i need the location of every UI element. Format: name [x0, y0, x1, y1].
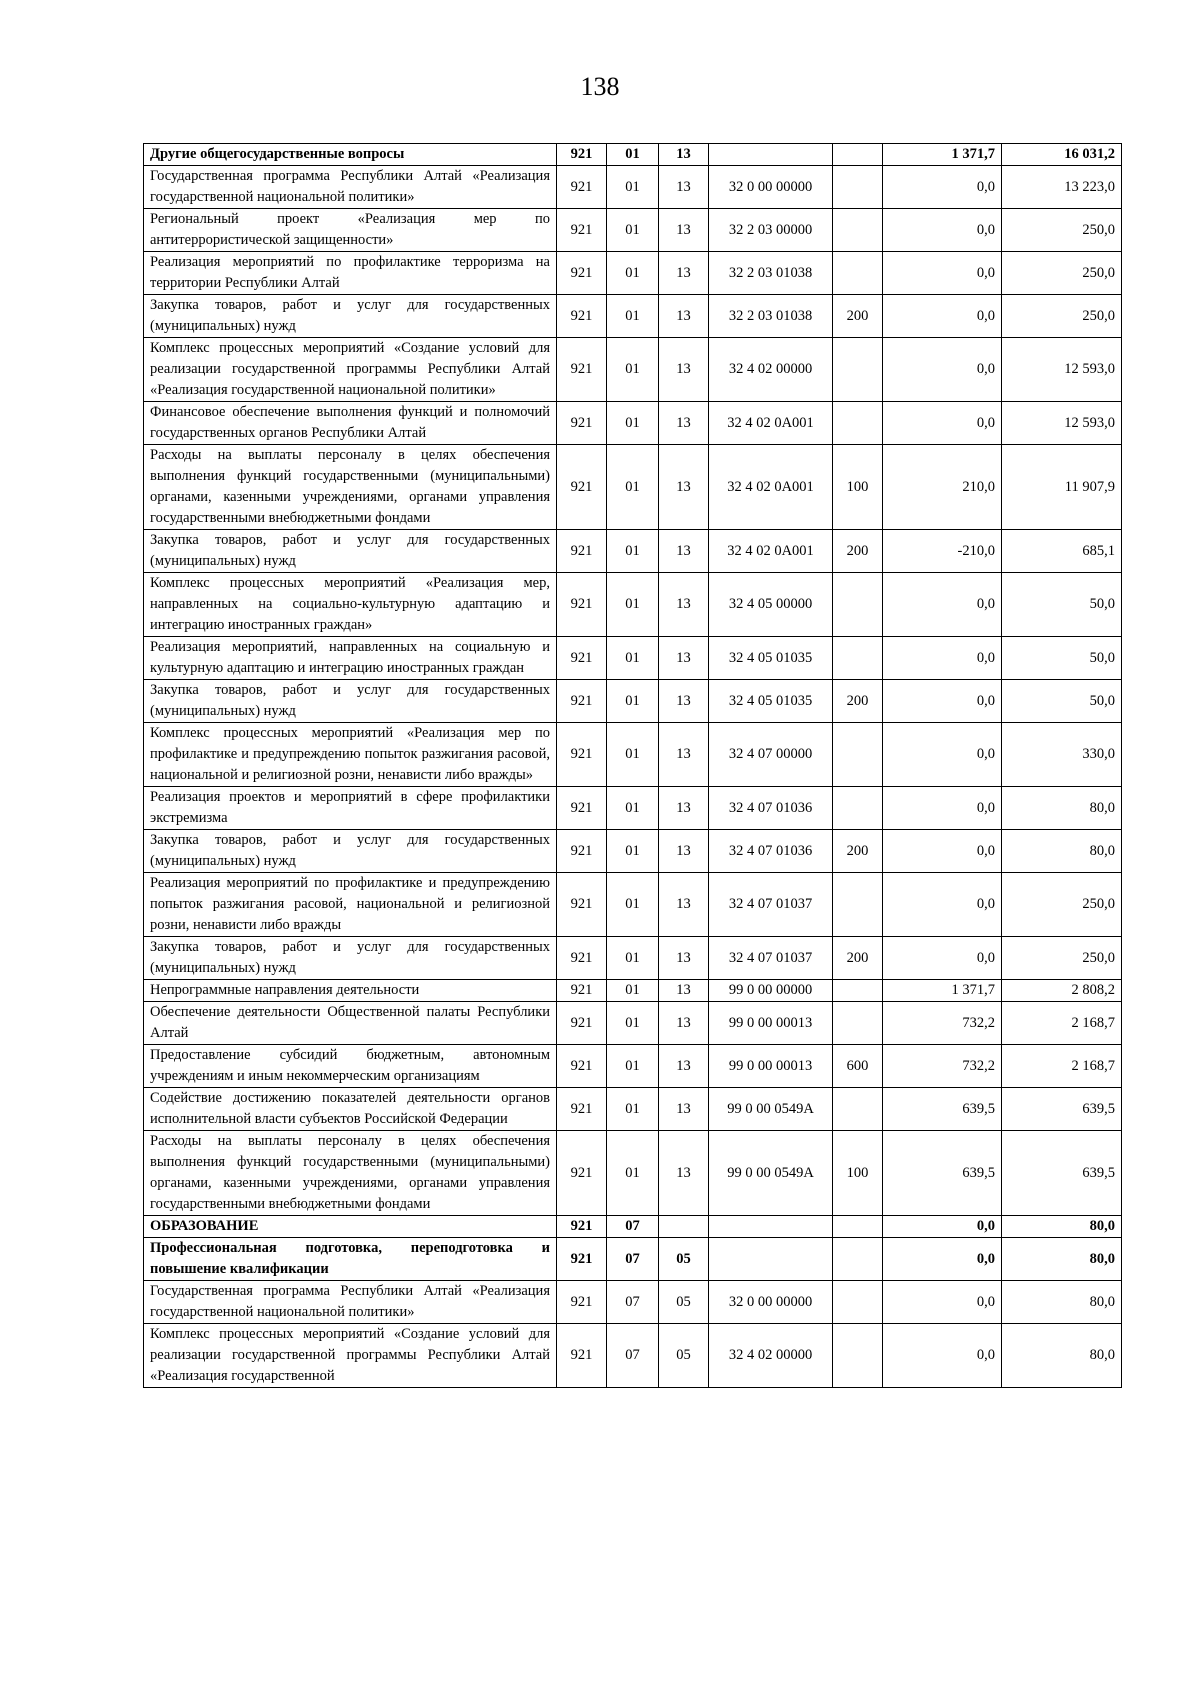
- row-pr-cell: 13: [659, 1131, 709, 1216]
- row-amount2-cell: 80,0: [1002, 1324, 1122, 1388]
- row-name-cell: Непрограммные направления деятельности: [144, 980, 557, 1002]
- row-ved-cell: 921: [557, 144, 607, 166]
- table-row: [144, 252, 1122, 295]
- row-rz-cell: 07: [607, 1238, 659, 1281]
- row-amount1-cell: 0,0: [883, 166, 1002, 209]
- budget-table: [143, 143, 1122, 1388]
- row-name-cell: Реализация мероприятий по профилактике терроризма на территории Республики Алтай: [144, 252, 557, 295]
- row-vr-cell: 100: [833, 445, 883, 530]
- row-csr-cell: 32 4 02 00000: [709, 1324, 833, 1388]
- row-ved-cell: 921: [557, 873, 607, 937]
- row-name-cell: Комплекс процессных мероприятий «Создание условий для реализации государственной программы Республики Алтай «Реализация государственной национальной политики»: [144, 338, 557, 402]
- row-csr-cell: 32 4 02 0А001: [709, 402, 833, 445]
- row-csr-cell: [709, 1216, 833, 1238]
- row-csr-cell: 32 4 05 01035: [709, 680, 833, 723]
- row-vr-cell: [833, 1281, 883, 1324]
- row-vr-cell: [833, 1002, 883, 1045]
- row-amount1-cell: 0,0: [883, 637, 1002, 680]
- row-vr-cell: 600: [833, 1045, 883, 1088]
- row-name-cell: Региональный проект «Реализация мер по антитеррористической защищенности»: [144, 209, 557, 252]
- row-pr-cell: 13: [659, 1002, 709, 1045]
- table-row: [144, 680, 1122, 723]
- row-name-cell: Закупка товаров, работ и услуг для государственных (муниципальных) нужд: [144, 830, 557, 873]
- row-amount2-cell: 250,0: [1002, 937, 1122, 980]
- row-name-cell: Профессиональная подготовка, переподготовка и повышение квалификации: [144, 1238, 557, 1281]
- page-number: 138: [580, 72, 620, 101]
- row-vr-cell: 200: [833, 937, 883, 980]
- row-ved-cell: 921: [557, 573, 607, 637]
- row-amount2-cell: 50,0: [1002, 637, 1122, 680]
- row-csr-cell: 32 4 02 0А001: [709, 445, 833, 530]
- row-name-cell: Государственная программа Республики Алтай «Реализация государственной национальной политики»: [144, 166, 557, 209]
- row-csr-cell: 32 4 05 00000: [709, 573, 833, 637]
- row-rz-cell: 01: [607, 402, 659, 445]
- row-pr-cell: 05: [659, 1324, 709, 1388]
- row-csr-cell: 32 4 07 01036: [709, 830, 833, 873]
- row-name-cell: Комплекс процессных мероприятий «Реализация мер по профилактике и предупреждению попыток разжигания расовой, национальной и религиозной розни, ненависти либо вражды»: [144, 723, 557, 787]
- row-vr-cell: 200: [833, 530, 883, 573]
- row-amount2-cell: 250,0: [1002, 295, 1122, 338]
- row-ved-cell: 921: [557, 1088, 607, 1131]
- row-amount1-cell: 0,0: [883, 1324, 1002, 1388]
- row-pr-cell: 13: [659, 209, 709, 252]
- row-csr-cell: 99 0 00 00013: [709, 1045, 833, 1088]
- row-amount1-cell: 0,0: [883, 1281, 1002, 1324]
- table-row: [144, 1045, 1122, 1088]
- row-vr-cell: [833, 166, 883, 209]
- row-pr-cell: 13: [659, 338, 709, 402]
- row-vr-cell: [833, 1216, 883, 1238]
- row-rz-cell: 01: [607, 209, 659, 252]
- row-name-cell: Реализация проектов и мероприятий в сфере профилактики экстремизма: [144, 787, 557, 830]
- row-ved-cell: 921: [557, 937, 607, 980]
- row-vr-cell: 200: [833, 830, 883, 873]
- row-rz-cell: 01: [607, 787, 659, 830]
- row-rz-cell: 01: [607, 680, 659, 723]
- row-rz-cell: 01: [607, 1002, 659, 1045]
- row-ved-cell: 921: [557, 209, 607, 252]
- row-csr-cell: [709, 144, 833, 166]
- row-name-cell: Расходы на выплаты персоналу в целях обеспечения выполнения функций государственными (муниципальными) органами, казенными учреждениями, органами управления государственными внебюджетными фондами: [144, 445, 557, 530]
- row-rz-cell: 07: [607, 1216, 659, 1238]
- row-vr-cell: [833, 1088, 883, 1131]
- row-csr-cell: 32 4 07 00000: [709, 723, 833, 787]
- table-row: [144, 530, 1122, 573]
- row-amount1-cell: 0,0: [883, 338, 1002, 402]
- table-row: [144, 144, 1122, 166]
- row-pr-cell: 13: [659, 873, 709, 937]
- row-amount1-cell: 0,0: [883, 1238, 1002, 1281]
- row-amount1-cell: 210,0: [883, 445, 1002, 530]
- row-pr-cell: 05: [659, 1281, 709, 1324]
- row-rz-cell: 01: [607, 295, 659, 338]
- row-vr-cell: [833, 873, 883, 937]
- row-csr-cell: 32 4 07 01037: [709, 937, 833, 980]
- row-csr-cell: 99 0 00 00013: [709, 1002, 833, 1045]
- row-csr-cell: 32 4 07 01037: [709, 873, 833, 937]
- row-amount1-cell: 0,0: [883, 573, 1002, 637]
- row-pr-cell: 13: [659, 637, 709, 680]
- row-rz-cell: 01: [607, 637, 659, 680]
- row-rz-cell: 07: [607, 1324, 659, 1388]
- row-pr-cell: 05: [659, 1238, 709, 1281]
- row-pr-cell: 13: [659, 830, 709, 873]
- row-ved-cell: 921: [557, 166, 607, 209]
- row-vr-cell: [833, 787, 883, 830]
- row-amount2-cell: 250,0: [1002, 873, 1122, 937]
- table-row: [144, 573, 1122, 637]
- row-amount2-cell: 2 808,2: [1002, 980, 1122, 1002]
- row-name-cell: Комплекс процессных мероприятий «Реализация мер, направленных на социально-культурную адаптацию и интеграцию иностранных граждан»: [144, 573, 557, 637]
- row-vr-cell: [833, 209, 883, 252]
- table-row: [144, 209, 1122, 252]
- row-rz-cell: 01: [607, 873, 659, 937]
- row-amount2-cell: 685,1: [1002, 530, 1122, 573]
- row-amount1-cell: 732,2: [883, 1002, 1002, 1045]
- row-rz-cell: 01: [607, 573, 659, 637]
- table-row: [144, 166, 1122, 209]
- row-amount2-cell: 80,0: [1002, 830, 1122, 873]
- row-ved-cell: 921: [557, 252, 607, 295]
- row-amount2-cell: 11 907,9: [1002, 445, 1122, 530]
- row-pr-cell: 13: [659, 252, 709, 295]
- row-rz-cell: 07: [607, 1281, 659, 1324]
- row-name-cell: Закупка товаров, работ и услуг для государственных (муниципальных) нужд: [144, 937, 557, 980]
- row-name-cell: Закупка товаров, работ и услуг для государственных (муниципальных) нужд: [144, 295, 557, 338]
- row-ved-cell: 921: [557, 402, 607, 445]
- table-row: [144, 1131, 1122, 1216]
- row-pr-cell: 13: [659, 402, 709, 445]
- row-rz-cell: 01: [607, 530, 659, 573]
- row-amount1-cell: 0,0: [883, 252, 1002, 295]
- row-pr-cell: 13: [659, 1088, 709, 1131]
- row-csr-cell: 32 2 03 01038: [709, 252, 833, 295]
- row-name-cell: Реализация мероприятий по профилактике и предупреждению попыток разжигания расовой, национальной и религиозной розни, ненависти либо вражды: [144, 873, 557, 937]
- row-amount1-cell: 732,2: [883, 1045, 1002, 1088]
- row-name-cell: Закупка товаров, работ и услуг для государственных (муниципальных) нужд: [144, 680, 557, 723]
- row-vr-cell: 200: [833, 295, 883, 338]
- row-ved-cell: 921: [557, 1002, 607, 1045]
- row-csr-cell: 99 0 00 0549А: [709, 1131, 833, 1216]
- row-ved-cell: 921: [557, 787, 607, 830]
- row-ved-cell: 921: [557, 1324, 607, 1388]
- row-ved-cell: 921: [557, 680, 607, 723]
- row-amount2-cell: 639,5: [1002, 1131, 1122, 1216]
- row-amount1-cell: 639,5: [883, 1131, 1002, 1216]
- row-ved-cell: 921: [557, 1045, 607, 1088]
- row-csr-cell: 32 2 03 01038: [709, 295, 833, 338]
- table-row: [144, 873, 1122, 937]
- row-csr-cell: 32 0 00 00000: [709, 1281, 833, 1324]
- row-vr-cell: [833, 338, 883, 402]
- row-amount2-cell: 80,0: [1002, 1216, 1122, 1238]
- row-amount2-cell: 50,0: [1002, 573, 1122, 637]
- row-ved-cell: 921: [557, 530, 607, 573]
- row-amount2-cell: 2 168,7: [1002, 1002, 1122, 1045]
- row-amount1-cell: 0,0: [883, 787, 1002, 830]
- row-vr-cell: [833, 1324, 883, 1388]
- row-amount2-cell: 13 223,0: [1002, 166, 1122, 209]
- row-name-cell: Содействие достижению показателей деятельности органов исполнительной власти субъектов Российской Федерации: [144, 1088, 557, 1131]
- row-amount2-cell: 639,5: [1002, 1088, 1122, 1131]
- row-amount2-cell: 250,0: [1002, 252, 1122, 295]
- row-name-cell: Финансовое обеспечение выполнения функций и полномочий государственных органов Республики Алтай: [144, 402, 557, 445]
- row-amount1-cell: 0,0: [883, 680, 1002, 723]
- row-vr-cell: [833, 637, 883, 680]
- row-csr-cell: 32 2 03 00000: [709, 209, 833, 252]
- row-vr-cell: 200: [833, 680, 883, 723]
- row-pr-cell: 13: [659, 787, 709, 830]
- row-rz-cell: 01: [607, 1045, 659, 1088]
- table-row: [144, 1281, 1122, 1324]
- row-vr-cell: [833, 573, 883, 637]
- row-vr-cell: [833, 980, 883, 1002]
- row-amount2-cell: 16 031,2: [1002, 144, 1122, 166]
- row-ved-cell: 921: [557, 445, 607, 530]
- row-rz-cell: 01: [607, 1088, 659, 1131]
- row-rz-cell: 01: [607, 445, 659, 530]
- row-amount2-cell: 12 593,0: [1002, 338, 1122, 402]
- row-ved-cell: 921: [557, 1238, 607, 1281]
- row-name-cell: Государственная программа Республики Алтай «Реализация государственной национальной политики»: [144, 1281, 557, 1324]
- row-rz-cell: 01: [607, 830, 659, 873]
- row-vr-cell: [833, 402, 883, 445]
- row-vr-cell: [833, 144, 883, 166]
- table-row: [144, 445, 1122, 530]
- row-name-cell: Закупка товаров, работ и услуг для государственных (муниципальных) нужд: [144, 530, 557, 573]
- row-pr-cell: 13: [659, 295, 709, 338]
- row-rz-cell: 01: [607, 338, 659, 402]
- row-name-cell: Расходы на выплаты персоналу в целях обеспечения выполнения функций государственными (муниципальными) органами, казенными учреждениями, органами управления государственными внебюджетными фондами: [144, 1131, 557, 1216]
- row-ved-cell: 921: [557, 723, 607, 787]
- row-amount1-cell: 1 371,7: [883, 980, 1002, 1002]
- row-pr-cell: 13: [659, 573, 709, 637]
- row-csr-cell: 32 4 05 01035: [709, 637, 833, 680]
- table-row: [144, 402, 1122, 445]
- row-amount1-cell: 0,0: [883, 295, 1002, 338]
- table-row: [144, 1324, 1122, 1388]
- row-vr-cell: [833, 252, 883, 295]
- row-name-cell: Реализация мероприятий, направленных на социальную и культурную адаптацию и интеграцию иностранных граждан: [144, 637, 557, 680]
- row-ved-cell: 921: [557, 295, 607, 338]
- row-csr-cell: 99 0 00 00000: [709, 980, 833, 1002]
- row-amount2-cell: 2 168,7: [1002, 1045, 1122, 1088]
- row-rz-cell: 01: [607, 1131, 659, 1216]
- row-pr-cell: 13: [659, 980, 709, 1002]
- row-pr-cell: 13: [659, 1045, 709, 1088]
- row-name-cell: Обеспечение деятельности Общественной палаты Республики Алтай: [144, 1002, 557, 1045]
- table-row: [144, 295, 1122, 338]
- row-amount2-cell: 330,0: [1002, 723, 1122, 787]
- row-amount2-cell: 80,0: [1002, 1238, 1122, 1281]
- row-ved-cell: 921: [557, 637, 607, 680]
- row-amount2-cell: 50,0: [1002, 680, 1122, 723]
- row-pr-cell: 13: [659, 723, 709, 787]
- row-rz-cell: 01: [607, 252, 659, 295]
- row-amount1-cell: 0,0: [883, 1216, 1002, 1238]
- row-amount2-cell: 80,0: [1002, 787, 1122, 830]
- row-ved-cell: 921: [557, 338, 607, 402]
- row-amount2-cell: 80,0: [1002, 1281, 1122, 1324]
- table-row: [144, 1088, 1122, 1131]
- row-amount1-cell: 0,0: [883, 209, 1002, 252]
- row-amount1-cell: -210,0: [883, 530, 1002, 573]
- table-row: [144, 637, 1122, 680]
- row-amount1-cell: 0,0: [883, 830, 1002, 873]
- row-pr-cell: 13: [659, 937, 709, 980]
- table-row: [144, 787, 1122, 830]
- row-pr-cell: 13: [659, 680, 709, 723]
- row-rz-cell: 01: [607, 166, 659, 209]
- row-amount1-cell: 0,0: [883, 937, 1002, 980]
- table-row: [144, 1238, 1122, 1281]
- row-csr-cell: 32 4 07 01036: [709, 787, 833, 830]
- budget-table-body: [144, 144, 1122, 1388]
- row-amount1-cell: 0,0: [883, 723, 1002, 787]
- row-amount1-cell: 639,5: [883, 1088, 1002, 1131]
- row-amount1-cell: 0,0: [883, 873, 1002, 937]
- table-row: [144, 1002, 1122, 1045]
- row-vr-cell: [833, 1238, 883, 1281]
- row-name-cell: Другие общегосударственные вопросы: [144, 144, 557, 166]
- row-rz-cell: 01: [607, 980, 659, 1002]
- row-pr-cell: 13: [659, 144, 709, 166]
- row-csr-cell: [709, 1238, 833, 1281]
- row-pr-cell: 13: [659, 166, 709, 209]
- row-ved-cell: 921: [557, 980, 607, 1002]
- row-name-cell: Предоставление субсидий бюджетным, автономным учреждениям и иным некоммерческим организациям: [144, 1045, 557, 1088]
- row-pr-cell: 13: [659, 445, 709, 530]
- row-vr-cell: [833, 723, 883, 787]
- row-csr-cell: 32 4 02 00000: [709, 338, 833, 402]
- row-ved-cell: 921: [557, 830, 607, 873]
- row-csr-cell: 32 4 02 0А001: [709, 530, 833, 573]
- row-ved-cell: 921: [557, 1131, 607, 1216]
- row-ved-cell: 921: [557, 1281, 607, 1324]
- row-csr-cell: 99 0 00 0549А: [709, 1088, 833, 1131]
- table-row: [144, 980, 1122, 1002]
- row-amount1-cell: 1 371,7: [883, 144, 1002, 166]
- row-rz-cell: 01: [607, 144, 659, 166]
- table-row: [144, 937, 1122, 980]
- row-name-cell: ОБРАЗОВАНИЕ: [144, 1216, 557, 1238]
- row-amount2-cell: 250,0: [1002, 209, 1122, 252]
- table-row: [144, 338, 1122, 402]
- table-row: [144, 1216, 1122, 1238]
- row-rz-cell: 01: [607, 937, 659, 980]
- row-vr-cell: 100: [833, 1131, 883, 1216]
- row-name-cell: Комплекс процессных мероприятий «Создание условий для реализации государственной программы Республики Алтай «Реализация государственной: [144, 1324, 557, 1388]
- row-ved-cell: 921: [557, 1216, 607, 1238]
- table-row: [144, 723, 1122, 787]
- row-amount1-cell: 0,0: [883, 402, 1002, 445]
- row-rz-cell: 01: [607, 723, 659, 787]
- row-amount2-cell: 12 593,0: [1002, 402, 1122, 445]
- table-row: [144, 830, 1122, 873]
- row-pr-cell: 13: [659, 530, 709, 573]
- row-pr-cell: [659, 1216, 709, 1238]
- row-csr-cell: 32 0 00 00000: [709, 166, 833, 209]
